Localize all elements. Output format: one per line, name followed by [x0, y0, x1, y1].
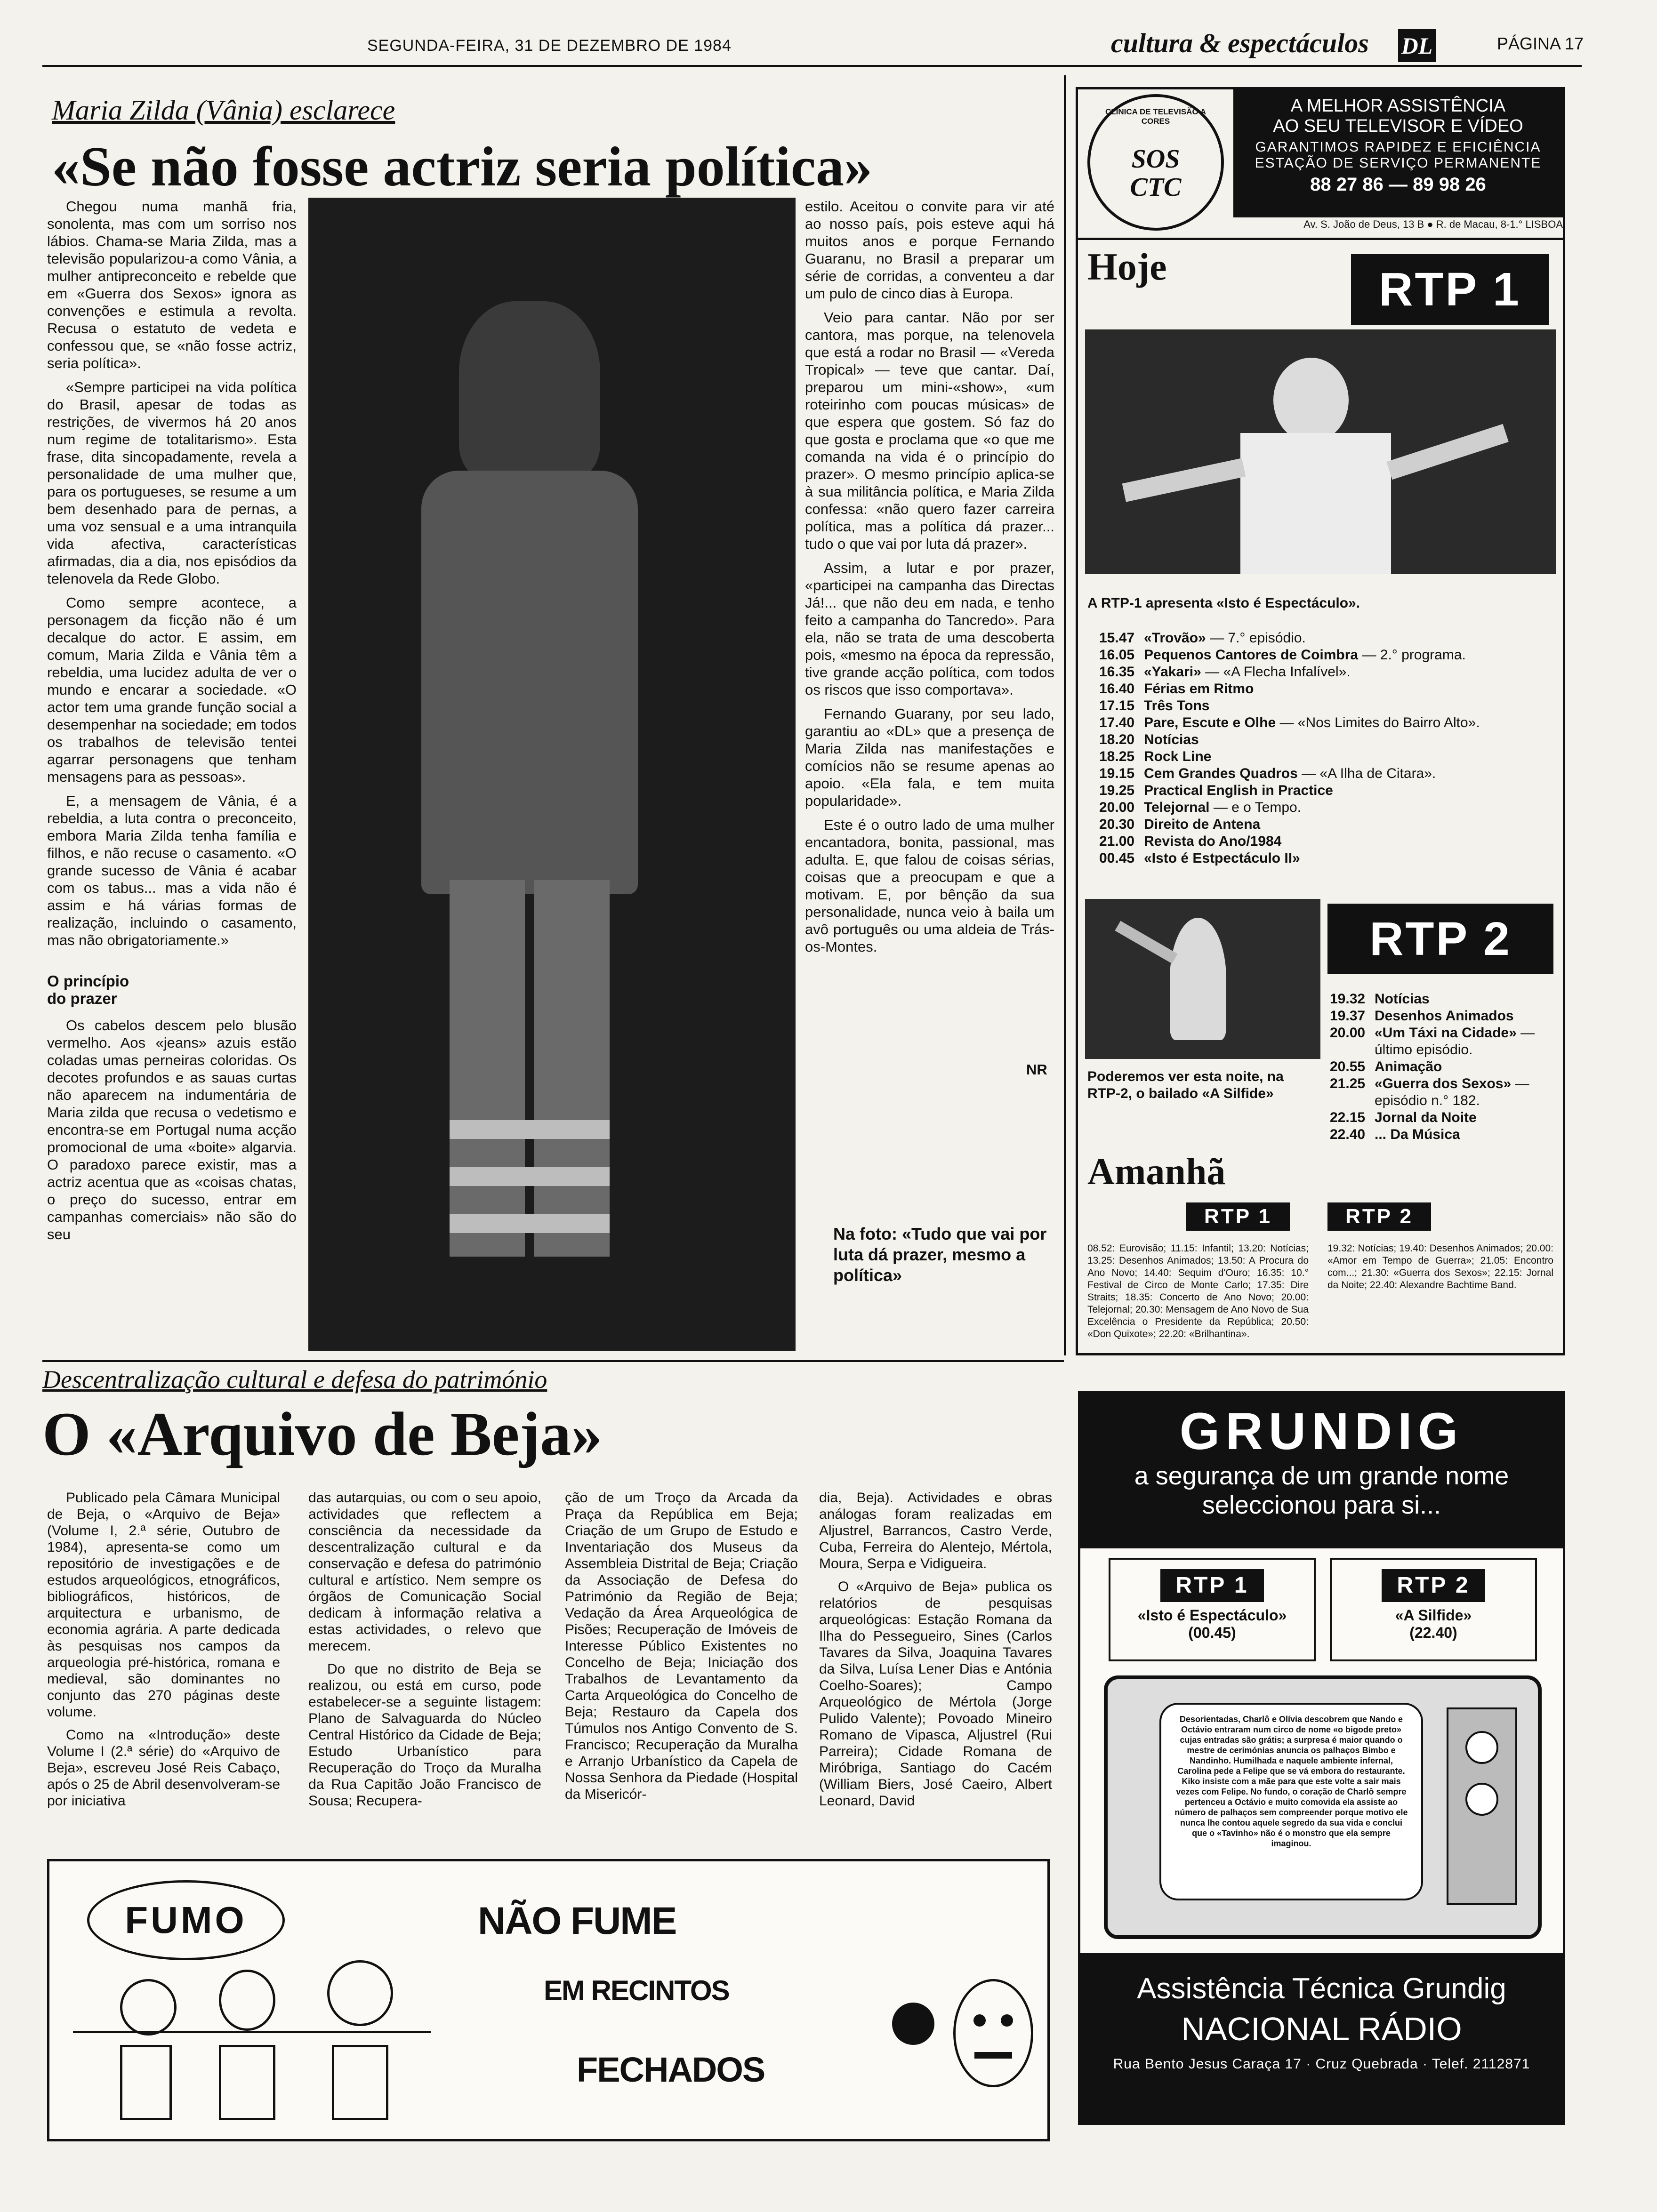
article2-column-1 [47, 1490, 280, 1833]
rtp2-pick-time: (22.40) [1409, 1624, 1457, 1641]
schedule-row [1330, 1126, 1556, 1143]
grundig-address: Rua Bento Jesus Caraça 17 · Cruz Quebrada · Telef. 2112871 [1113, 2056, 1530, 2072]
maria-zilda-photo [308, 198, 796, 1351]
tv-screen-text: Desorientadas, Charlô e Olívia descobrem que Nando e Octávio entraram num circo de nome «o bigode preto» cujas entradas são grátis; a surpresa é maior quando o mestre de cerimónias anuncia os palhaços Bimbo e Nandinho. Humilhada e naquele ambiente infernal, Carolina pede a Felipe que se vá embora do restaurante. Kiko insiste com a mãe para que este volte a sair mais vezes com Felipe. No fundo, o coração de Charlô sempre pertenceu a Octávio e muito comovida ela assiste ao número de palhaços sem compreender porque motivo ele nunca lhe contou aquele segredo da sua vida e conclui que o «Tavinho» não é o monstro que ela sempre imaginou. [1174, 1715, 1408, 1848]
rtp2-pick-title: «A Silfide» [1395, 1607, 1472, 1624]
rtp2-pick-logo-icon: RTP 2 [1382, 1569, 1485, 1602]
rtp1-pick-title: «Isto é Espectáculo» [1137, 1607, 1287, 1624]
schedule-time: 18.25 [1099, 749, 1135, 764]
grundig-pick-rtp1 [1109, 1558, 1316, 1661]
no-smoking-line2: EM RECINTOS [544, 1975, 729, 2006]
sos-ctc-logo-icon [1087, 94, 1224, 231]
schedule-row [1330, 1025, 1556, 1058]
rtp2-logo-small-icon: RTP 2 [1327, 1202, 1431, 1231]
smoking-cartoon [64, 1875, 440, 2125]
article1-paragraph: Chegou numa manhã fria, sonolenta, mas com um sorriso nos lábios. Chama-se Maria Zilda, mas a televisão popularizou-a como Vânia, a mulher antipreconceito e rebelde que em «Guerra dos Sexos» ignora as convenções e estimula a revolta. Recusa o estatuto de vedeta e confessou que, se «não fosse actriz, seria política». [47, 198, 297, 371]
schedule-title: «Trovão» [1144, 630, 1206, 646]
ad-tv-line2: AO SEU TELEVISOR E VÍDEO [1273, 116, 1523, 136]
schedule-time: 21.00 [1099, 834, 1135, 849]
schedule-time: 19.32 [1330, 991, 1366, 1007]
header-date: SEGUNDA-FEIRA, 31 DE DEZEMBRO DE 1984 [367, 37, 732, 55]
tv-listings [1076, 240, 1565, 1355]
schedule-row [1099, 782, 1551, 799]
schedule-row [1099, 748, 1551, 765]
rtp1-pick-time: (00.45) [1188, 1624, 1236, 1641]
schedule-row [1330, 991, 1556, 1008]
schedule-title: ... Da Música [1375, 1127, 1460, 1142]
article1-column-1 [47, 198, 297, 1346]
schedule-time: 22.15 [1330, 1110, 1366, 1125]
smoker-figure-icon [327, 1960, 393, 2026]
article1-subhead: O princípio do prazer [47, 972, 129, 1007]
schedule-time: 18.20 [1099, 732, 1135, 747]
newspaper-logo-icon: DL [1398, 29, 1436, 62]
schedule-time: 21.25 [1330, 1076, 1366, 1091]
grundig-pick-rtp2 [1330, 1558, 1537, 1661]
schedule-extra: — episódio n.° 182. [1375, 1076, 1529, 1108]
article2-column-4 [819, 1490, 1052, 1833]
schedule-extra: — «Nos Limites do Bairro Alto». [1276, 715, 1480, 730]
article2-column-3 [565, 1490, 798, 1833]
schedule-title: Três Tons [1144, 698, 1210, 713]
article1-paragraph: Assim, a lutar e por prazer, «participei na campanha das Directas Já!... que não deu em nada, e tenho feito a campanha do Tancredo». Para ela, não se trata de uma descoberta pois, «mesmo na época da repressão, tive grande acção política, com todos os riscos que isso comportava». [805, 560, 1054, 698]
schedule-title: Pare, Escute e Olhe [1144, 715, 1276, 730]
schedule-time: 19.25 [1099, 783, 1135, 798]
schedule-row [1099, 681, 1551, 697]
schedule-extra: — 2.° programa. [1358, 647, 1466, 663]
schedule-row [1099, 697, 1551, 714]
today-title: Hoje [1087, 245, 1167, 288]
article2-headline: O «Arquivo de Beja» [42, 1399, 603, 1468]
mascot-face-icon [953, 1979, 1033, 2087]
rtp2-schedule [1330, 991, 1556, 1143]
no-smoking-line3: FECHADOS [577, 2050, 765, 2089]
schedule-title: Direito de Antena [1144, 817, 1261, 832]
schedule-time: 15.47 [1099, 630, 1135, 646]
schedule-row [1330, 1075, 1556, 1109]
article2-kicker: Descentralização cultural e defesa do património [42, 1365, 547, 1394]
schedule-time: 16.40 [1099, 681, 1135, 697]
smoke-cloud-icon [87, 1880, 285, 1960]
schedule-title: Animação [1375, 1059, 1442, 1074]
schedule-row [1099, 850, 1551, 867]
tomorrow-rtp1: 08.52: Eurovisão; 11.15: Infantil; 13.20: Notícias; 13.25: Desenhos Animados; 13.50: A Procura do Ano Novo; 14.40: Sequim d'Ouro; 16.35: 10.° Festival de Circo de Monte Carlo; 17.35: Dire Straits; 18.35: Concerto de Ano Novo; 20.00: Telejornal; 20.30: Mensagem de Ano Novo de Sua Excelência o Presidente da República; 20.50: «Don Quixote»; 22.20: «Brilhantina». [1087, 1243, 1309, 1339]
schedule-title: Férias em Ritmo [1144, 681, 1254, 697]
article1-paragraph: Como sempre acontece, a personagem da ficção não é um decalque do actor. E assim, em comum, Maria Zilda e Vânia têm a rebeldia, uma lucidez adulta de ver o mundo e encarar a sociedade. «O actor tem uma grande função social a desempenhar na sociedade; em todos os trabalhos de televisão tentei agarrar personagens que tenham mensagens para as pessoas». [47, 594, 297, 785]
schedule-time: 16.05 [1099, 647, 1135, 663]
schedule-title: Pequenos Cantores de Coimbra [1144, 647, 1359, 663]
schedule-time: 17.15 [1099, 698, 1135, 713]
header-rule [42, 65, 1582, 67]
article1-paragraph: Veio para cantar. Não por ser cantora, mas porque, na telenovela que está a rodar no Brasil — «Vereda Tropical» — teve que cantar. Daí, preparou um mini-«show», «um roteirinho com poucas músicas» de que espera que gostem. Só faz do que gosta e proclama que «o que me comanda na vida é o princípio do prazer». O mesmo princípio aplica-se à sua militância política, e Maria Zilda confessa: «não quero fazer carreira política, mas a política dá prazer... tudo o que vai por luta dá prazer». [805, 309, 1054, 552]
schedule-title: Notícias [1144, 732, 1199, 747]
column-rule [1064, 75, 1066, 1355]
smoker-figure-icon [219, 1970, 275, 2031]
ad-tv-line4: ESTAÇÃO DE SERVIÇO PERMANENTE [1255, 155, 1542, 171]
schedule-title: Rock Line [1144, 749, 1212, 764]
article1-paragraph: E, a mensagem de Vânia, é a rebeldia, a luta contra o preconceito, embora Maria Zilda tenha família e filhos, e não recuse o casamento. «O grande sucesso de Vânia é acabar com os tabus... mas a vida não é assim e há várias formas de realização, incluindo o casamento, mas não obrigatoriamente.» [47, 793, 297, 948]
schedule-title: Jornal da Noite [1375, 1110, 1477, 1125]
no-smoking-ad [47, 1859, 1050, 2141]
photo1-caption: A RTP-1 apresenta «Isto é Espectáculo». [1087, 595, 1360, 611]
article1-paragraph: Fernando Guarany, por seu lado, garantiu ao «DL» que a presença de Maria Zilda nas manifestações e comícios não se resume apenas ao apoio. «Ela fala, e tem muita popularidade». [805, 705, 1054, 809]
schedule-title: Practical English in Practice [1144, 783, 1333, 798]
schedule-row [1099, 833, 1551, 850]
schedule-time: 22.40 [1330, 1127, 1366, 1142]
schedule-row [1099, 816, 1551, 833]
article1-paragraph: Os cabelos descem pelo blusão vermelho. Aos «jeans» azuis estão coladas umas perneiras coloridas. Os decotes profundos e as sauas curtas não aparecem na indumentária de Maria zilda que recusa o vedetismo e encontra-se em Portugal numa acção promocional de uma «boite» algarvia. O paradoxo parece existir, mas a actriz acentua que as «coisas chatas, o preço do sucesso, entrar em campanhas comerciais» não são do seu [47, 1017, 297, 1242]
article1-column-3 [805, 198, 1054, 1059]
schedule-row [1099, 630, 1551, 647]
schedule-extra: — último episódio. [1375, 1025, 1535, 1058]
ad-tv-phones: 88 27 86 — 89 98 26 [1310, 174, 1486, 195]
grundig-ad [1078, 1391, 1565, 2125]
schedule-row [1099, 714, 1551, 731]
schedule-title: Telejornal [1144, 800, 1210, 815]
schedule-row [1099, 664, 1551, 681]
schedule-time: 19.15 [1099, 766, 1135, 781]
tomorrow-rtp2: 19.32: Notícias; 19.40: Desenhos Animados; 20.00: «Amor em Tempo de Guerra»; 21.05: Encontro com...; 21.30: «Guerra dos Sexos»; 22.15: Jornal da Noite; 22.40: Alexandre Bachtime Band. [1327, 1243, 1553, 1290]
schedule-row [1330, 1058, 1556, 1075]
rtp1-logo-small-icon: RTP 1 [1186, 1202, 1290, 1231]
schedule-title: «Isto é Estpectáculo II» [1144, 850, 1300, 866]
schedule-title: «Um Táxi na Cidade» [1375, 1025, 1517, 1041]
article2-paragraph: Publicado pela Câmara Municipal de Beja, o «Arquivo de Beja» (Volume I, 2.ª série, Outubro de 1984), apresenta-se como um repositório de investigações e de estudos arqueológicos, etnográficos, bibliográficos, históricos, de arquitectura e urbanismo, de economia agrária. A parte dedicada às pesquisas nos campos da arqueologia pré-histórica, romana e medieval, são dominantes no conjunto das 270 páginas deste volume. [47, 1490, 280, 1720]
schedule-extra: — e o Tempo. [1209, 800, 1302, 815]
schedule-title: Revista do Ano/1984 [1144, 834, 1282, 849]
logo-ring-text: CLÍNICA DE TELEVISÃO A CORES [1105, 107, 1207, 126]
tv-repair-ad [1076, 87, 1565, 240]
logo-center-text: SOS CTC [1130, 144, 1182, 202]
grundig-service-line1: Assistência Técnica Grundig [1137, 1972, 1506, 2005]
grundig-tagline-2: seleccionou para si... [1202, 1491, 1441, 1519]
section-title: cultura & espectáculos [1111, 28, 1369, 58]
article2-paragraph: Como na «Introdução» deste Volume I (2.ª série) do «Arquivo de Beja», escreveu José Reis Cabaço, após o 25 de Abril desenvolveram-se por iniciativa [47, 1727, 280, 1809]
article1-kicker: Maria Zilda (Vânia) esclarece [52, 95, 395, 126]
schedule-row [1330, 1109, 1556, 1126]
article1-paragraph: «Sempre participei na vida política do Brasil, apesar de todas as restrições, de vivermos há 20 anos num regime de totalitarismo». Esta frase, dita sincopadamente, revela a personalidade de uma mulher que, para os portugueses, se resume a um bem desenhado para de pernas, a uma voz sensual e a uma intranquila vida afectiva, características afirmadas, dia a dia, nos episódios da telenovela da Rede Globo. [47, 379, 297, 587]
schedule-title: «Yakari» [1144, 664, 1201, 680]
article2-paragraph: dia, Beja). Actividades e obras análogas foram realizadas em Aljustrel, Barrancos, Castro Verde, Cuba, Ferreira do Alentejo, Mértola, Moura, Serpa e Vidigueira. [819, 1490, 1052, 1571]
section-rule [42, 1360, 1064, 1362]
schedule-title: Cem Grandes Quadros [1144, 766, 1298, 781]
schedule-row [1099, 799, 1551, 816]
silfide-photo [1085, 899, 1320, 1059]
schedule-row [1099, 731, 1551, 748]
tv-screen [1159, 1703, 1423, 1900]
rtp2-logo-icon: RTP 2 [1327, 904, 1553, 974]
schedule-title: Desenhos Animados [1375, 1008, 1514, 1024]
tv-knob-icon [1465, 1783, 1498, 1816]
ad-tv-line3: GARANTIMOS RAPIDEZ E EFICIÊNCIA [1255, 139, 1541, 155]
ad-tv-address: Av. S. João de Deus, 13 B ● R. de Macau, 8-1.° LISBOA [1303, 218, 1563, 230]
schedule-time: 20.00 [1099, 800, 1135, 815]
schedule-extra: — 7.° episódio. [1206, 630, 1306, 646]
schedule-time: 20.00 [1330, 1025, 1366, 1041]
article2-paragraph: ção de um Troço da Arcada da Praça da República em Beja; Criação de um Grupo de Estudo e Inventariação dos Museus da Assembleia Distrital de Beja; Criação da Associação de Defesa do Património da Região de Beja; Vedação da Área Arqueológica de Pisões; Recuperação de Imóveis de Interesse Público Existentes no Concelho de Beja; Iniciação dos Trabalhos de Levantamento da Carta Arqueológica do Concelho de Beja; Restauro da Capela dos Túmulos nos Antigo Convento de S. Francisco; Recuperação da Muralha e Arranjo Urbanístico da Capela de Nossa Senhora da Piedade (Hospital da Misericór- [565, 1490, 798, 1802]
tomorrow-title: Amanhã [1087, 1151, 1226, 1193]
article1-signature: NR [1026, 1061, 1047, 1078]
schedule-row [1099, 765, 1551, 782]
schedule-time: 00.45 [1099, 850, 1135, 866]
tv-knob-icon [1465, 1731, 1498, 1764]
article2-paragraph: Do que no distrito de Beja se realizou, ou está em curso, pode estabelecer-se a seguinte listagem: Plano de Salvaguarda do Núcleo Central Histórico da Cidade de Beja; Estudo Urbanístico para Recuperação do Troço da Muralha da Rua Capitão João Francisco de Sousa; Recupera- [308, 1661, 541, 1809]
ministry-logo-icon [892, 2003, 934, 2045]
schedule-time: 20.30 [1099, 817, 1135, 832]
rtp1-schedule [1099, 630, 1551, 867]
schedule-row [1099, 647, 1551, 664]
rtp1-logo-icon: RTP 1 [1351, 254, 1549, 325]
smoke-cloud-label: FUMO [125, 1899, 247, 1941]
grundig-logo: GRUNDIG [1179, 1403, 1464, 1460]
schedule-time: 17.40 [1099, 715, 1135, 730]
article1-headline: «Se não fosse actriz seria política» [52, 135, 872, 198]
no-smoking-line1: NÃO FUME [478, 1899, 676, 1942]
schedule-extra: — «A Ilha de Citara». [1297, 766, 1436, 781]
article1-photo-caption: Na foto: «Tudo que vai por luta dá prazer, mesmo a política» [833, 1224, 1047, 1285]
grundig-service-line2: NACIONAL RÁDIO [1181, 2011, 1462, 2047]
schedule-time: 16.35 [1099, 664, 1135, 680]
page-number: PÁGINA 17 [1497, 34, 1584, 53]
article2-column-2 [308, 1490, 541, 1833]
schedule-row [1330, 1008, 1556, 1025]
ad-tv-line1: A MELHOR ASSISTÊNCIA [1290, 96, 1506, 116]
schedule-title: Notícias [1375, 991, 1430, 1007]
article1-paragraph: Este é o outro lado de uma mulher encantadora, bonita, passional, mas adulta. E, que falou de coisas sérias, coisas que a preocupam e que a motivam. E, por bênção da sua personalidade, nunca veio à baila um avô português ou uma aldeia de Trás-os-Montes. [805, 817, 1054, 955]
photo2-caption: Poderemos ver esta noite, na RTP-2, o bailado «A Silfide» [1087, 1069, 1284, 1101]
article2-paragraph: O «Arquivo de Beja» publica os relatórios de pesquisas arqueológicas: Estação Romana da Ilha do Pessegueiro, Sines (Carlos Tavares da Silva, Joaquina Tavares da Silva, Luísa Lener Dias e Antónia Coelho-Soares); Campo Arqueológico de Mértola (Jorge Pulido Valente); Povoado Mineiro Romano de Vipasca, Aljustrel (Rui Parreira); Cidade Romana de Miróbriga, Santiago do Cacém (William Biers, José Caeiro, Albert Leonard, David [819, 1579, 1052, 1809]
schedule-extra: — «A Flecha Infalível». [1201, 664, 1351, 680]
television-set-icon [1104, 1675, 1542, 1939]
article2-paragraph: das autarquias, ou com o seu apoio, actividades que reflectem a consciência da necessidade da descentralização cultural e da conservação e defesa do património cultural e artístico. Nem sempre os órgãos de Comunicação Social dedicam à informação relativa a estas actividades, o relevo que merecem. [308, 1490, 541, 1654]
schedule-title: «Guerra dos Sexos» [1375, 1076, 1512, 1091]
grundig-tagline-1: a segurança de um grande nome [1134, 1462, 1509, 1490]
isto-e-espectaculo-photo [1085, 329, 1556, 574]
rtp1-pick-logo-icon: RTP 1 [1160, 1569, 1264, 1602]
schedule-time: 19.37 [1330, 1008, 1366, 1024]
article1-paragraph: estilo. Aceitou o convite para vir até ao nosso país, pois esteve aqui há muitos anos e porque Fernando Guaranu, no Brasil a preparar um série de corridas, a conventeu a dar um pulo de cinco dias à Europa. [805, 198, 1054, 302]
smoker-figure-icon [120, 1979, 177, 2036]
schedule-time: 20.55 [1330, 1059, 1366, 1074]
